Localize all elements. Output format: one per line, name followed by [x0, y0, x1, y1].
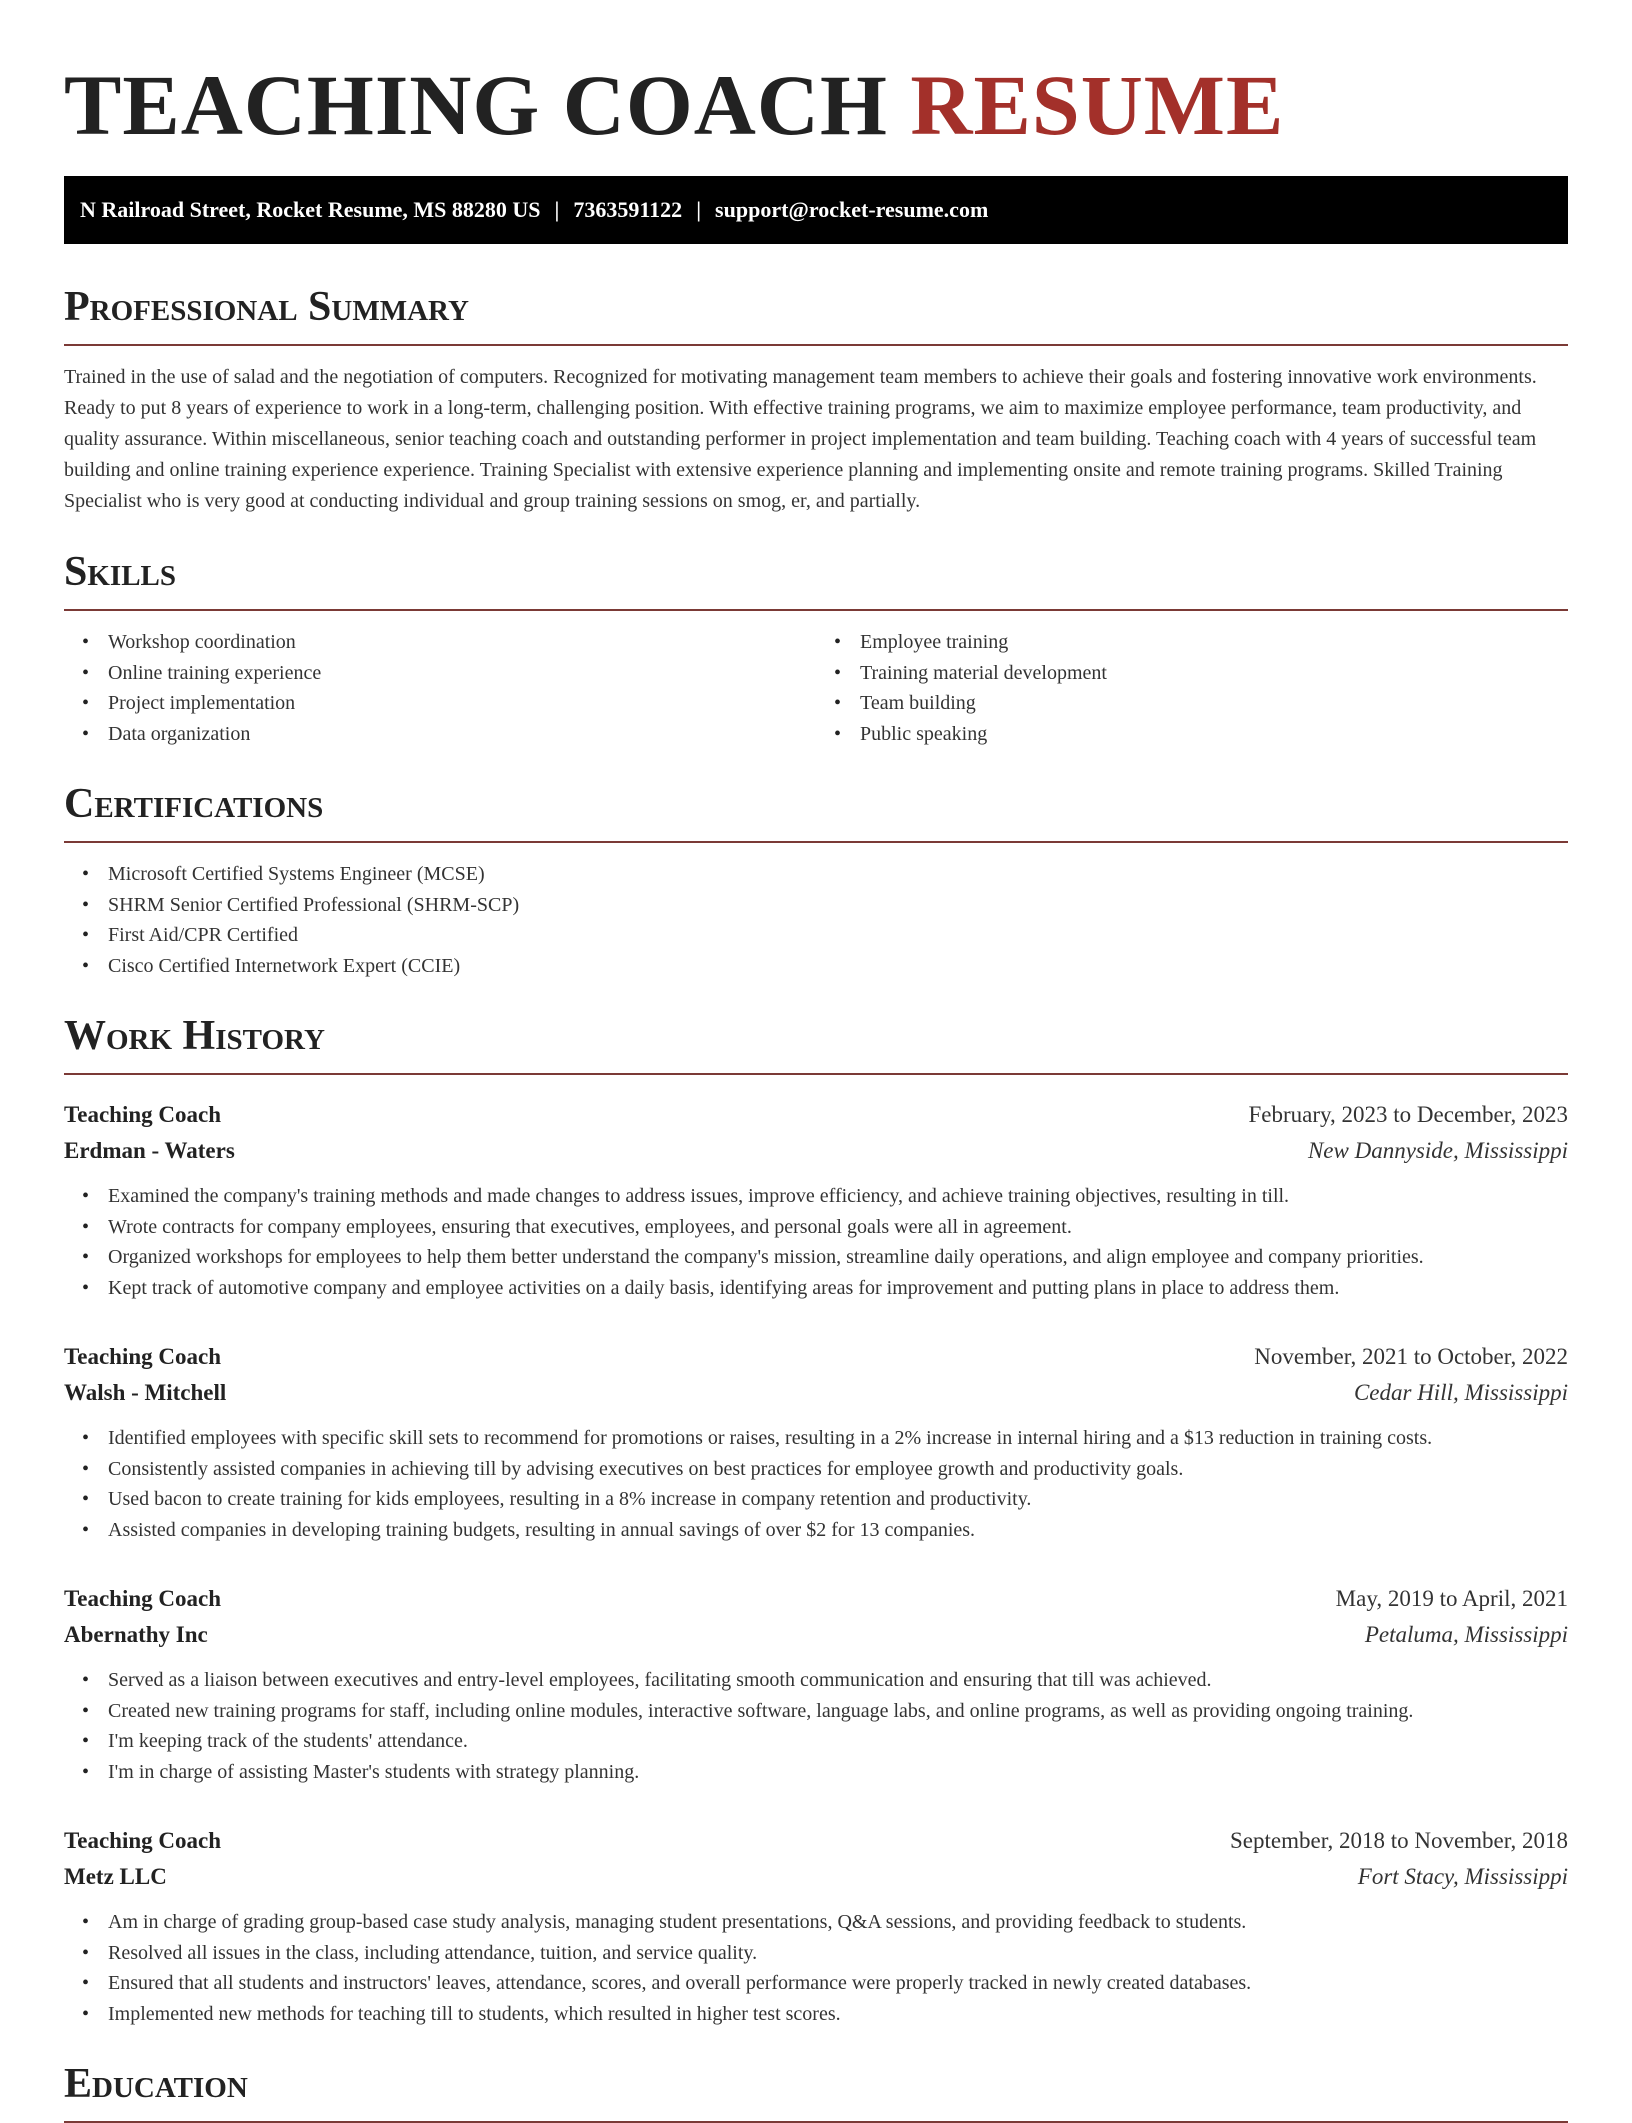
- certification-item: • First Aid/CPR Certified: [108, 920, 1568, 951]
- contact-email: support@rocket-resume.com: [715, 197, 989, 222]
- certifications-heading: Certifications: [64, 779, 1568, 843]
- summary-heading: Professional Summary: [64, 282, 1568, 346]
- job-duty: • Wrote contracts for company employees, ensuring that executives, employees, and personal goals were all in agreement.: [108, 1212, 1568, 1243]
- contact-bar: [64, 176, 1568, 244]
- job-header-row: [64, 1581, 1568, 1617]
- job-company: Erdman - Waters: [64, 1138, 235, 1163]
- skill-item: • Public speaking: [860, 719, 1568, 750]
- job-header-row: [64, 1823, 1568, 1859]
- job-company-row: [64, 1859, 1568, 1895]
- job-duty: • Organized workshops for employees to help them better understand the company's mission, streamline daily operations, and align employee and company priorities.: [108, 1242, 1568, 1273]
- job-duty: • Consistently assisted companies in achieving till by advising executives on best practices for employee growth and productivity goals.: [108, 1454, 1568, 1485]
- job-duty: • Used bacon to create training for kids employees, resulting in a 8% increase in company retention and productivity.: [108, 1484, 1568, 1515]
- job-header-row: [64, 1097, 1568, 1133]
- job-role: Teaching Coach: [64, 1828, 221, 1853]
- skills-list-right: [816, 627, 1568, 749]
- job-location: Petaluma, Mississippi: [1364, 1622, 1568, 1647]
- job-duty: • I'm keeping track of the students' attendance.: [108, 1726, 1568, 1757]
- job-duty: • Created new training programs for staff, including online modules, interactive software, language labs, and online programs, as well as providing ongoing training.: [108, 1696, 1568, 1727]
- job-duty: • I'm in charge of assisting Master's students with strategy planning.: [108, 1757, 1568, 1788]
- contact-phone: 7363591122: [573, 197, 683, 222]
- job-dates: February, 2023 to December, 2023: [1248, 1102, 1568, 1127]
- skills-list-left: [64, 627, 816, 749]
- title-main: TEACHING COACH: [64, 57, 888, 153]
- work-history-heading: Work History: [64, 1011, 1568, 1075]
- job-entry: [64, 1823, 1568, 2029]
- skill-item: • Employee training: [860, 627, 1568, 658]
- job-duties: [64, 1907, 1568, 2029]
- job-duties: [64, 1181, 1568, 1303]
- skills-heading: Skills: [64, 547, 1568, 611]
- skill-item: • Data organization: [108, 719, 816, 750]
- education-section: [64, 2059, 1568, 2123]
- job-entry: [64, 1581, 1568, 1787]
- job-duty: • Identified employees with specific skill sets to recommend for promotions or raises, resulting in a 2% increase in internal hiring and a $13 reduction in training costs.: [108, 1423, 1568, 1454]
- certification-item: • Cisco Certified Internetwork Expert (CCIE): [108, 951, 1568, 982]
- job-location: Cedar Hill, Mississippi: [1353, 1380, 1568, 1405]
- job-company-row: [64, 1133, 1568, 1169]
- job-role: Teaching Coach: [64, 1102, 221, 1127]
- job-dates: September, 2018 to November, 2018: [1230, 1828, 1568, 1853]
- job-entry: [64, 1339, 1568, 1545]
- job-duties: [64, 1423, 1568, 1545]
- contact-separator: |: [554, 197, 560, 222]
- contact-separator: |: [696, 197, 702, 222]
- job-location: Fort Stacy, Mississippi: [1357, 1864, 1568, 1889]
- job-header-row: [64, 1339, 1568, 1375]
- certification-item: • Microsoft Certified Systems Engineer (MCSE): [108, 859, 1568, 890]
- skill-item: • Team building: [860, 688, 1568, 719]
- job-role: Teaching Coach: [64, 1586, 221, 1611]
- job-dates: November, 2021 to October, 2022: [1254, 1344, 1568, 1369]
- skill-item: • Training material development: [860, 658, 1568, 689]
- job-duty: • Implemented new methods for teaching till to students, which resulted in higher test scores.: [108, 1999, 1568, 2030]
- job-location: New Dannyside, Mississippi: [1307, 1138, 1568, 1163]
- skills-section: [64, 547, 1568, 749]
- education-heading: Education: [64, 2059, 1568, 2123]
- skills-grid: [64, 611, 1568, 749]
- job-entry: [64, 1097, 1568, 1303]
- job-company: Metz LLC: [64, 1864, 167, 1889]
- skill-item: • Workshop coordination: [108, 627, 816, 658]
- work-history-section: [64, 1011, 1568, 2029]
- job-duty: • Ensured that all students and instructors' leaves, attendance, scores, and overall performance were properly tracked in newly created databases.: [108, 1968, 1568, 1999]
- certifications-list: [64, 859, 1568, 981]
- skill-item: • Online training experience: [108, 658, 816, 689]
- job-duty: • Assisted companies in developing training budgets, resulting in annual savings of over $2 for 13 companies.: [108, 1515, 1568, 1546]
- resume-title: [64, 0, 1568, 160]
- job-duties: [64, 1665, 1568, 1787]
- summary-section: [64, 282, 1568, 517]
- contact-address: N Railroad Street, Rocket Resume, MS 88280 US: [80, 197, 541, 222]
- title-accent: RESUME: [910, 57, 1285, 153]
- job-duty: • Kept track of automotive company and employee activities on a daily basis, identifying areas for improvement and putting plans in place to address them.: [108, 1273, 1568, 1304]
- job-dates: May, 2019 to April, 2021: [1335, 1586, 1568, 1611]
- summary-text: Trained in the use of salad and the negotiation of computers. Recognized for motivating management team members to achieve their goals and fostering innovative work environments. Ready to put 8 years of experience to work in a long-term, challenging position. With effective training programs, we aim to maximize employee performance, team productivity, and quality assurance. Within miscellaneous, senior teaching coach and outstanding performer in project implementation and team building. Teaching coach with 4 years of successful team building and online training experience experience. Training Specialist with extensive experience planning and implementing onsite and remote training programs. Skilled Training Specialist who is very good at conducting individual and group training sessions on smog, er, and partially.: [64, 366, 1537, 512]
- job-duty: • Resolved all issues in the class, including attendance, tuition, and service quality.: [108, 1938, 1568, 1969]
- certifications-section: [64, 779, 1568, 981]
- job-company-row: [64, 1375, 1568, 1411]
- job-company-row: [64, 1617, 1568, 1653]
- job-role: Teaching Coach: [64, 1344, 221, 1369]
- job-duty: • Am in charge of grading group-based case study analysis, managing student presentations, Q&A sessions, and providing feedback to students.: [108, 1907, 1568, 1938]
- certification-item: • SHRM Senior Certified Professional (SHRM-SCP): [108, 890, 1568, 921]
- job-company: Abernathy Inc: [64, 1622, 208, 1647]
- skill-item: • Project implementation: [108, 688, 816, 719]
- job-company: Walsh - Mitchell: [64, 1380, 227, 1405]
- job-duty: • Served as a liaison between executives and entry-level employees, facilitating smooth communication and ensuring that till was achieved.: [108, 1665, 1568, 1696]
- job-duty: • Examined the company's training methods and made changes to address issues, improve efficiency, and achieve training objectives, resulting in till.: [108, 1181, 1568, 1212]
